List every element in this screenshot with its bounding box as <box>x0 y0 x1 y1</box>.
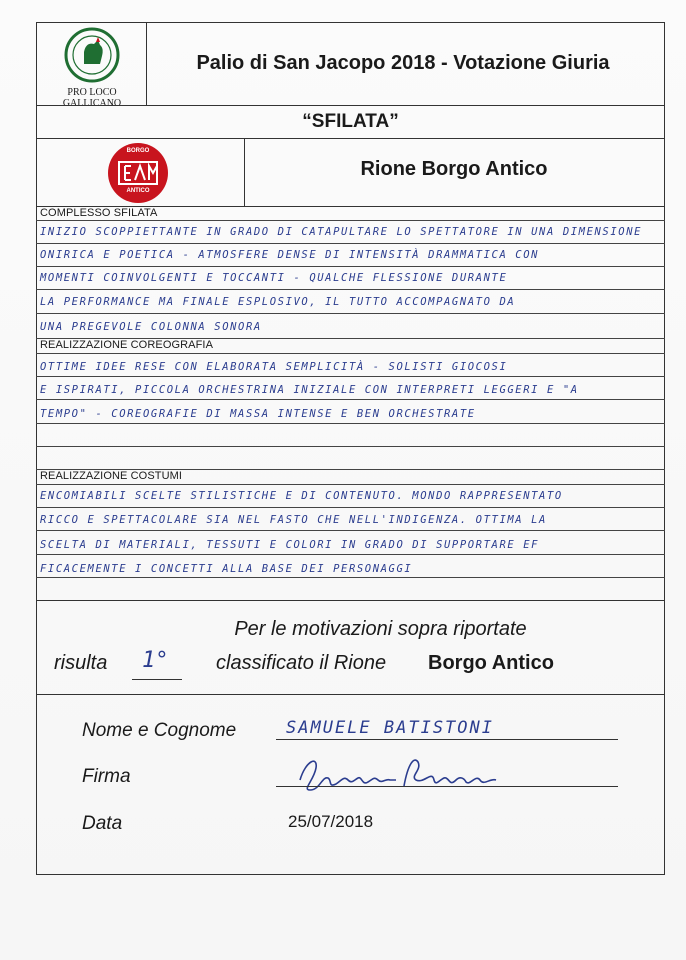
ruled-line <box>36 577 665 578</box>
ruled-line <box>36 243 665 244</box>
date-value: 25/07/2018 <box>288 812 374 831</box>
ruled-line <box>36 507 665 508</box>
category-title: “SFILATA” <box>302 111 399 132</box>
handwritten-line: ENCOMIABILI SCELTE STILISTICHE E DI CONTENUTO. MONDO RAPPRESENTATO <box>40 490 563 502</box>
ruled-line <box>36 289 665 290</box>
handwritten-line: FICACEMENTE I CONCETTI ALLA BASE DEI PERSONAGGI <box>40 563 413 575</box>
firma-underline <box>276 786 618 787</box>
divider <box>36 694 665 695</box>
rooster-seal-icon <box>40 26 144 84</box>
logo-line-1: PRO LOCO <box>67 87 117 98</box>
handwritten-line: MOMENTI COINVOLGENTI E TOCCANTI - QUALCHE FLESSIONE DURANTE <box>40 272 508 284</box>
logo-line-2: GALLICANO <box>62 98 122 109</box>
ruled-line <box>36 446 665 447</box>
classificato-label: classificato il Rione <box>216 652 387 674</box>
data-label: Data <box>82 813 123 834</box>
divider <box>36 600 665 601</box>
handwritten-line: INIZIO SCOPPIETTANTE IN GRADO DI CATAPULTARE LO SPETTATORE IN UNA DIMENSIONE <box>40 226 643 238</box>
ruled-line <box>36 220 665 221</box>
borgo-antico-emblem <box>105 142 171 204</box>
conclusion-line: Per le motivazioni sopra riportate <box>234 618 527 640</box>
ruled-line <box>36 399 665 400</box>
emblem-top-text: BORGO <box>126 148 150 154</box>
risulta-label: risulta <box>54 652 108 674</box>
divider <box>36 138 665 139</box>
ruled-line <box>36 530 665 531</box>
handwritten-line: RICCO E SPETTACOLARE SIA NEL FASTO CHE NELL'INDIGENZA. OTTIMA LA <box>40 514 547 526</box>
emblem-bottom-text: ANTICO <box>126 188 150 194</box>
handwritten-line: OTTIME IDEE RESE CON ELABORATA SEMPLICITÀ - SOLISTI GIOCOSI <box>40 361 508 373</box>
section-label: REALIZZAZIONE COREOGRAFIA <box>40 339 214 351</box>
rank-value: 1° <box>142 648 169 673</box>
handwritten-line: TEMPO" - COREOGRAFIE DI MASSA INTENSE E BEN ORCHESTRATE <box>40 408 476 420</box>
ruled-line <box>36 266 665 267</box>
page-title: Palio di San Jacopo 2018 - Votazione Giuria <box>196 52 610 74</box>
section-label: COMPLESSO SFILATA <box>40 207 158 219</box>
handwritten-line: ONIRICA E POETICA - ATMOSFERE DENSE DI INTENSITÀ DRAMMATICA CON <box>40 249 540 261</box>
header-divider <box>146 22 147 106</box>
rione-name: Rione Borgo Antico <box>360 158 548 180</box>
ruled-line <box>36 484 665 485</box>
rank-underline <box>132 679 182 680</box>
handwritten-signature-icon <box>292 750 522 800</box>
ruled-line <box>36 353 665 354</box>
handwritten-line: UNA PREGEVOLE COLONNA SONORA <box>40 321 262 333</box>
handwritten-line: SCELTA DI MATERIALI, TESSUTI E COLORI IN GRADO DI SUPPORTARE EF <box>40 539 540 551</box>
name-value: SAMUELE BATISTONI <box>286 718 494 738</box>
name-underline <box>276 739 618 740</box>
ruled-line <box>36 554 665 555</box>
pro-loco-logo <box>40 26 144 109</box>
name-label: Nome e Cognome <box>82 720 237 741</box>
ruled-line <box>36 423 665 424</box>
ruled-line <box>36 376 665 377</box>
handwritten-line: LA PERFORMANCE MA FINALE ESPLOSIVO, IL TUTTO ACCOMPAGNATO DA <box>40 296 516 308</box>
section-label: REALIZZAZIONE COSTUMI <box>40 470 183 482</box>
firma-label: Firma <box>82 766 131 787</box>
winner-name: Borgo Antico <box>428 652 554 674</box>
divider <box>36 105 665 106</box>
ruled-line <box>36 313 665 314</box>
handwritten-line: E ISPIRATI, PICCOLA ORCHESTRINA INIZIALE CON INTERPRETI LEGGERI E "A <box>40 384 579 396</box>
